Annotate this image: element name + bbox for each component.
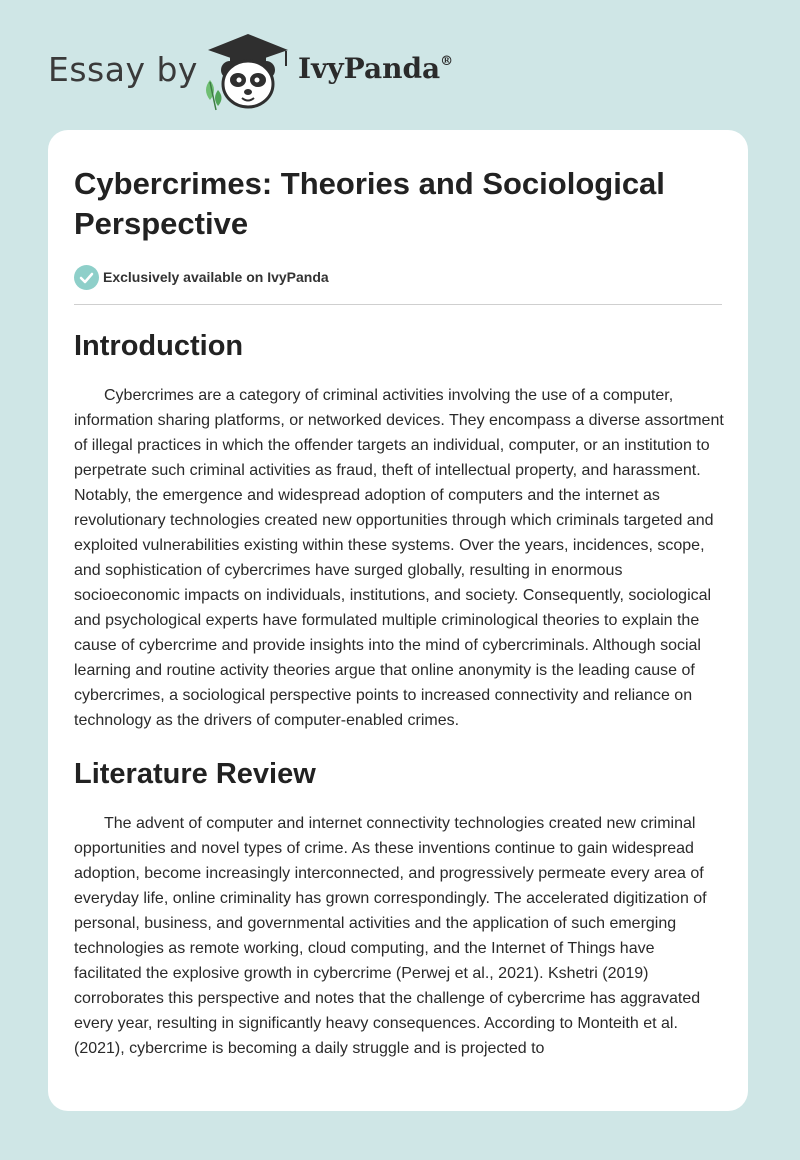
exclusive-badge bbox=[74, 263, 724, 291]
section-heading-literature-review: Literature Review bbox=[74, 758, 316, 790]
essay-by-label: Essay by bbox=[48, 50, 198, 89]
title-divider bbox=[74, 304, 722, 305]
exclusive-badge-text: Exclusively available on IvyPanda bbox=[103, 269, 329, 285]
essay-content bbox=[74, 164, 724, 1061]
section-text-literature-review: The advent of computer and internet connectivity technologies created new criminal opportunities and novel types of crime. As these inventions continue to gain widespread adoption, become increasingly interconnected, and progressively permeate every area of everyday life, online criminality has grown correspondingly. The accelerated digitization of personal, business, and governmental activities and the application of such emerging technologies as remote working, cloud computing, and the Internet of Things have facilitated the explosive growth in cybercrime (Perwej et al., 2021). Kshetri (2019) corroborates this perspective and notes that the challenge of cybercrime has aggravated every year, resulting in significantly heavy consequences. According to Monteith et al. (2021), cybercrime is becoming a daily struggle and is projected to bbox=[74, 815, 707, 1057]
essay-card bbox=[48, 130, 748, 1111]
section-heading-introduction: Introduction bbox=[74, 330, 244, 362]
page-title: Cybercrimes: Theories and Sociological Perspective bbox=[74, 166, 665, 241]
check-icon bbox=[74, 265, 99, 290]
site-header bbox=[48, 30, 748, 110]
brand-name[interactable]: IvyPanda® bbox=[298, 52, 454, 85]
section-text-introduction: Cybercrimes are a category of criminal activities involving the use of a computer, information sharing platforms, or networked devices. They encompass a diverse assortment of illegal practices in which the offender targets an individual, computer, or an institution to perpetrate such criminal activities as fraud, theft of intellectual property, and harassment. Notably, the emergence and widespread adoption of computers and the internet as revolutionary technologies created new opportunities through which criminals targeted and exploited vulnerabilities existing within these systems. Over the years, incidences, scope, and sophistication of cybercrimes have surged globally, resulting in enormous socioeconomic impacts on individuals, institutions, and society. Consequently, sociological and psychological experts have formulated multiple criminological theories to explain the cause of cybercrime and provide insights into the mind of cybercriminals. Although social learning and routine activity theories argue that online anonymity is the leading cause of cybercrimes, a sociological perspective points to increased connectivity and reliance on technology as the drivers of computer-enabled crimes. bbox=[74, 387, 724, 729]
ivypanda-logo-icon[interactable] bbox=[200, 32, 296, 112]
